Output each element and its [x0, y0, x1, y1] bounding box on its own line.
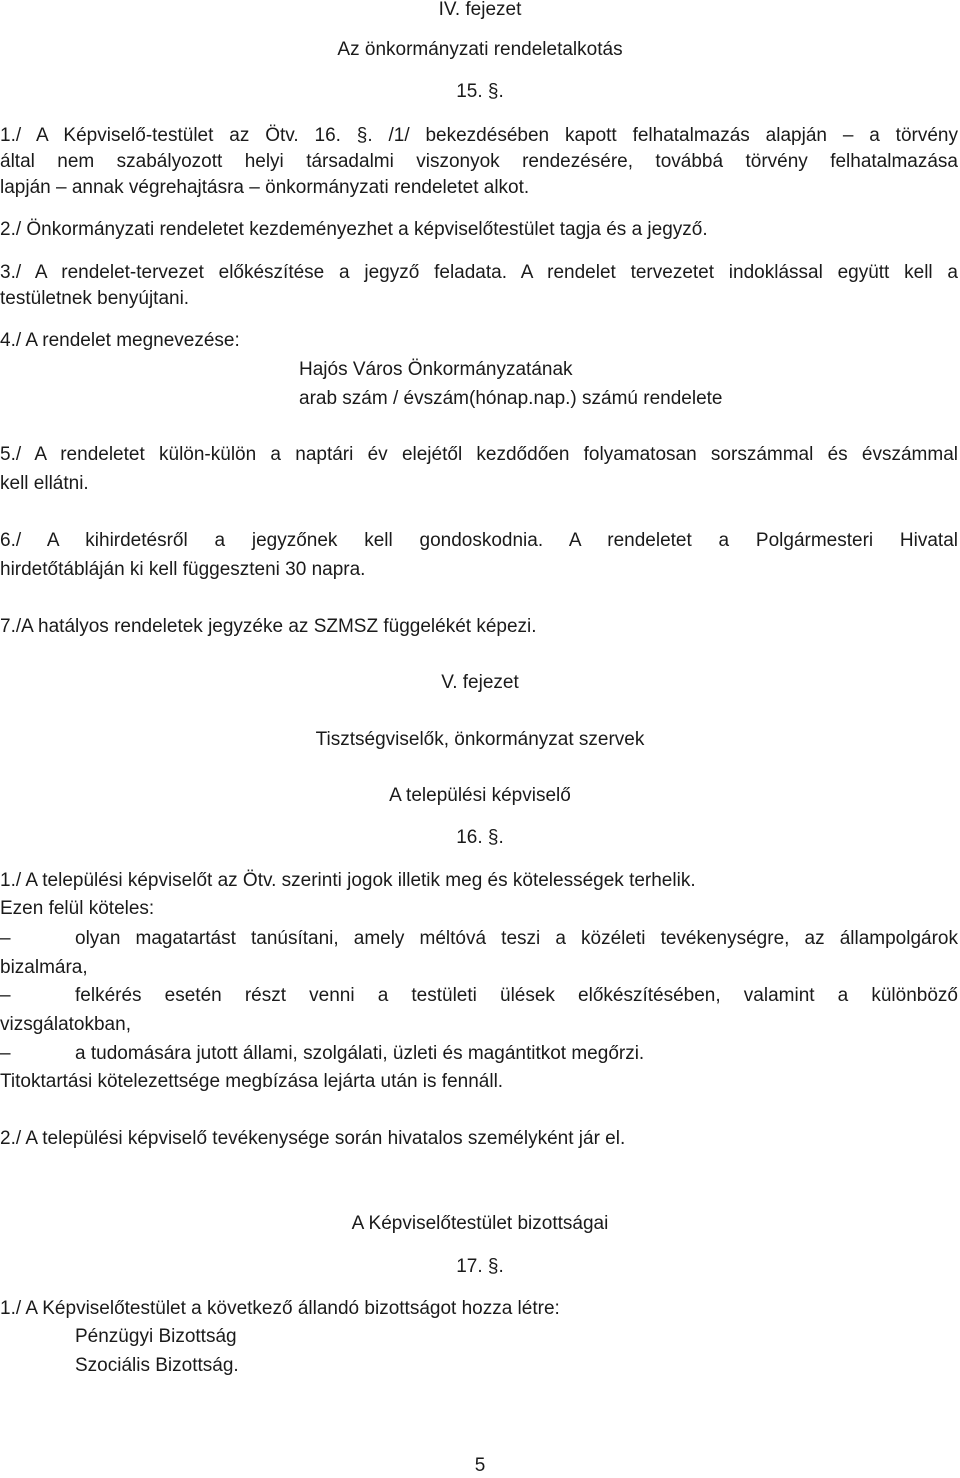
paragraph-16-1: 1./ A települési képviselőt az Ötv. szerinti jogok illetik meg és kötelességek terhelik.: [0, 870, 696, 891]
chapter-4-title: IV. fejezet: [438, 0, 522, 20]
regulation-name-line: arab szám / évszám(hónap.nap.) számú rendelete: [299, 388, 723, 409]
paragraph-3-line: 3./ A rendelet-tervezet előkészítése a jegyző feladata. A rendelet tervezetet indoklással együtt kell a: [0, 262, 958, 283]
paragraph-7: 7./A hatályos rendeletek jegyzéke az SZMSZ függelékét képezi.: [0, 616, 537, 637]
bullet-item-continuation: vizsgálatokban,: [0, 1014, 131, 1035]
paragraph-16-2: 2./ A települési képviselő tevékenysége során hivatalos személyként jár el.: [0, 1128, 626, 1149]
section-15-number: 15. §.: [456, 81, 504, 102]
paragraph-1-line: által nem szabályozott helyi társadalmi viszonyok rendezésére, továbbá törvény felhatalmazása: [0, 151, 958, 172]
paragraph-3-line: testületnek benyújtani.: [0, 288, 190, 309]
committees-heading: A Képviselőtestület bizottságai: [351, 1213, 609, 1234]
bullet-item-line: olyan magatartást tanúsítani, amely méltóvá teszi a közéleti tevékenységre, az állampolgárok: [75, 928, 958, 949]
paragraph-2: 2./ Önkormányzati rendeletet kezdeményezhet a képviselőtestület tagja és a jegyző.: [0, 219, 708, 240]
paragraph-1-line: lapján – annak végrehajtásra – önkormányzati rendeletet alkot.: [0, 177, 530, 198]
paragraph-6-line: 6./ A kihirdetésről a jegyzőnek kell gondoskodnia. A rendeletet a Polgármesteri Hivatal: [0, 530, 958, 551]
paragraph-5-line: 5./ A rendeletet külön-külön a naptári év elejétől kezdődően folyamatosan sorszámmal és évszámmal: [0, 444, 958, 465]
paragraph-1-line: 1./ A Képviselő-testület az Ötv. 16. §. /1/ bekezdésében kapott felhatalmazás alapján – a törvény: [0, 125, 958, 146]
regulation-name-line: Hajós Város Önkormányzatának: [299, 359, 573, 380]
obligations-intro: Ezen felül köteles:: [0, 898, 155, 919]
bullet-item-line: a tudomására jutott állami, szolgálati, üzleti és magántitkot megőrzi.: [75, 1043, 645, 1064]
chapter-4-subtitle: Az önkormányzati rendeletalkotás: [337, 39, 623, 60]
chapter-5-title: V. fejezet: [441, 672, 519, 693]
committee-item: Pénzügyi Bizottság: [75, 1326, 237, 1347]
section-16-number: 16. §.: [456, 827, 504, 848]
paragraph-5-line: kell ellátni.: [0, 473, 89, 494]
page-number: 5: [474, 1455, 486, 1476]
bullet-item-continuation: bizalmára,: [0, 957, 88, 978]
bullet-item-line: felkérés esetén részt venni a testületi ülések előkészítésében, valamint a különböző: [75, 985, 958, 1006]
dash-bullet: –: [0, 928, 11, 949]
chapter-5-subtitle: Tisztségviselők, önkormányzat szervek: [315, 729, 645, 750]
confidentiality-note: Titoktartási kötelezettsége megbízása lejárta után is fennáll.: [0, 1071, 504, 1092]
dash-bullet: –: [0, 985, 11, 1006]
dash-bullet: –: [0, 1043, 11, 1064]
paragraph-6-line: hirdetőtábláján ki kell függeszteni 30 napra.: [0, 559, 366, 580]
paragraph-17-1: 1./ A Képviselőtestület a következő állandó bizottságot hozza létre:: [0, 1298, 560, 1319]
section-17-number: 17. §.: [456, 1256, 504, 1277]
section-heading: A települési képviselő: [389, 785, 571, 806]
committee-item: Szociális Bizottság.: [75, 1355, 239, 1376]
paragraph-4: 4./ A rendelet megnevezése:: [0, 330, 240, 351]
